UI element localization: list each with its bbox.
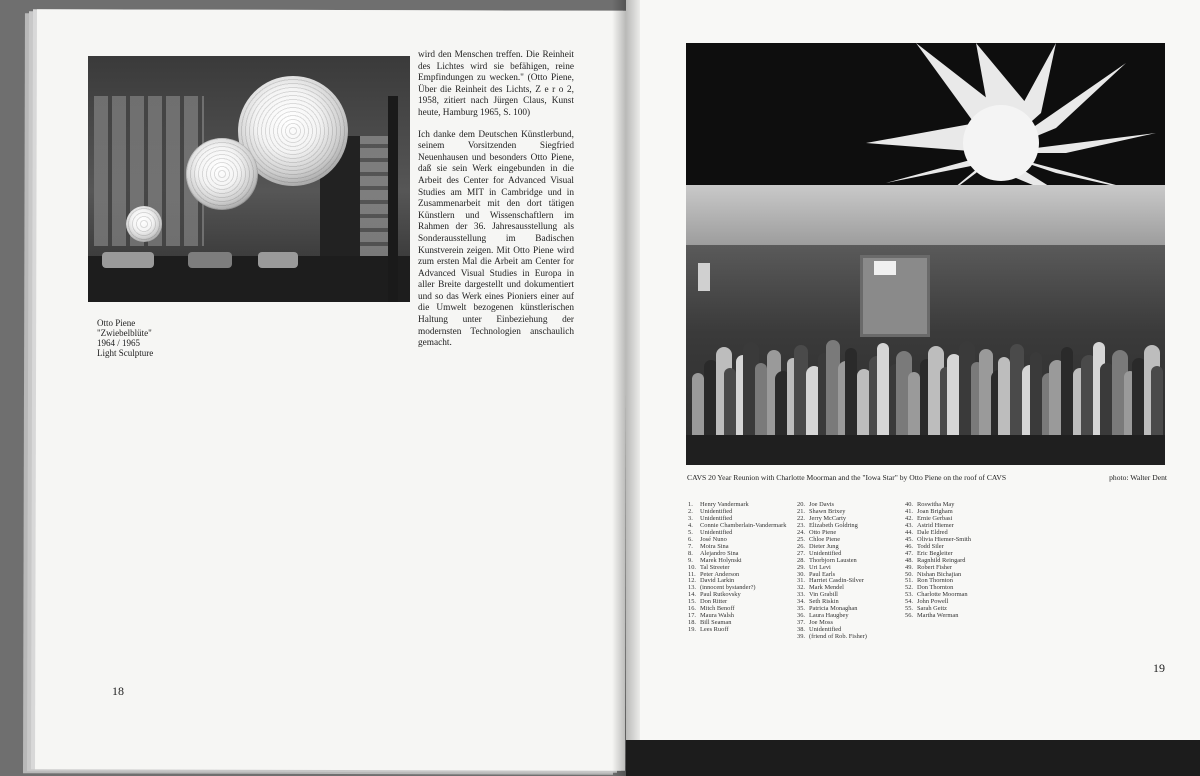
name-list-name: Nishan Bichajian [917, 570, 962, 578]
name-list-number: 56. [905, 612, 913, 620]
crowd-figure [877, 343, 889, 443]
reunion-group-photo [686, 43, 1165, 465]
name-list-number: 45. [905, 535, 913, 543]
name-list-number: 25. [797, 535, 805, 543]
name-list-number: 7. [688, 542, 693, 550]
crowd-figure [1061, 347, 1073, 443]
name-list-name: Unidentified [809, 549, 842, 557]
name-list-number: 37. [797, 619, 805, 627]
name-list-name: Otto Piene [809, 528, 837, 536]
name-list-name: Seth Riskin [809, 598, 839, 606]
name-list-name: Joe Moss [809, 619, 833, 627]
body-paragraph: Ich danke dem Deutschen Künstlerbund, seinem Vorsitzenden Siegfried Neuenhausen und besonders Otto Piene, daß sie sein Werk eingebunden in die Arbeit des Center for Advanced Visual Studies am MIT in Cambridge und in Zusammenarbeit mit den dort tätigen Künstlern und Wissenschaftlern im Rahmen der 36. Jahresausstellung als Sonderausstellung im Badischen Kunstverein zeigen. Mit Otto Piene wird zum ersten Mal die Arbeit am Center for Advanced Visual Studies in Europa in aller Breite dargestellt und dokumentiert und so das Werk eines Pioniers einer auf die Umwelt bezogenen künstlerischen Haltung unter Einbeziehung der modernsten Technologien anschaulich gemacht. [418, 129, 574, 349]
name-list-name: Don Ritter [700, 598, 728, 606]
name-list-number: 53. [905, 591, 913, 599]
name-list-number: 27. [797, 549, 805, 557]
name-list-number: 11. [688, 570, 696, 578]
name-list-number: 2. [688, 507, 693, 515]
crowd-figure [692, 373, 704, 443]
name-list-number: 18. [688, 619, 696, 627]
photo-credit: photo: Walter Dent [1109, 473, 1167, 482]
name-list-number: 5. [688, 528, 693, 536]
name-list-name: David Larkin [700, 577, 735, 585]
iowa-star-sculpture [826, 43, 1165, 203]
name-list-name: Vin Grabill [809, 591, 838, 599]
name-list-name: Eric Begleiter [917, 549, 953, 557]
name-list-number: 19. [688, 626, 696, 634]
crowd-figure [1030, 352, 1042, 443]
name-list-name: Harriet Casdin-Silver [809, 577, 864, 585]
name-list-number: 21. [797, 507, 805, 515]
crowd-figure [1151, 366, 1163, 443]
name-list-name: Unidentified [700, 507, 733, 515]
caption-line: Otto Piene [97, 318, 136, 328]
crowd-figure [998, 357, 1010, 443]
name-list-number: 22. [797, 514, 805, 522]
name-list-name: Olivia Hiemer-Smith [917, 535, 972, 543]
name-list-column-1 [688, 502, 786, 634]
name-list-name: Todd Siler [917, 542, 944, 550]
name-list-name: Bill Seaman [700, 619, 732, 627]
name-list-name: Elizabeth Goldring [809, 521, 858, 529]
name-list-number: 44. [905, 528, 913, 536]
light-sculpture-photo [88, 56, 410, 302]
caption-line: 1964 / 1965 [97, 338, 141, 348]
crowd-figure [724, 368, 736, 443]
name-list-number: 36. [797, 612, 805, 620]
name-list-number: 46. [905, 542, 913, 550]
name-list-number: 16. [688, 605, 696, 613]
name-list-name: Astrid Hiemer [917, 521, 954, 529]
name-list-name: Ron Thornton [917, 577, 953, 585]
name-list-name: Robert Fisher [917, 563, 952, 571]
name-list-number: 9. [688, 556, 693, 564]
name-list-column-3 [905, 502, 971, 620]
name-list-name: Ragnhild Reingard [917, 556, 966, 564]
name-list-item [797, 558, 867, 565]
photo-caption-left [97, 318, 217, 358]
page-number-left: 18 [112, 684, 124, 698]
name-list-number: 28. [797, 556, 805, 564]
page-number-right: 19 [1153, 661, 1165, 675]
name-list-name: Unidentified [809, 626, 842, 634]
name-list-name: Maura Walsh [700, 612, 734, 620]
name-list-number: 34. [797, 598, 805, 606]
name-list-name: Charlotte Moorman [917, 591, 968, 599]
name-list-item [797, 634, 867, 641]
name-list-name: Uri Levi [809, 563, 831, 571]
name-list-name: Chloe Piene [809, 535, 841, 543]
name-list-name: Peter Anderson [700, 570, 740, 578]
name-list-number: 42. [905, 514, 913, 522]
name-list-name: Unidentified [700, 528, 733, 536]
name-list-name: John Powell [917, 598, 949, 606]
name-list-name: Sarah Geitz [917, 605, 947, 613]
name-list-number: 24. [797, 528, 805, 536]
crowd-figure [908, 372, 920, 443]
name-list-number: 41. [905, 507, 913, 515]
name-list-number: 26. [797, 542, 805, 550]
name-list-number: 15. [688, 598, 696, 606]
name-list-name: Mitch Benoff [700, 605, 735, 613]
name-list-item [688, 627, 786, 634]
name-list-name: Connie Chamberlain-Vandermark [700, 521, 787, 529]
name-list-name: Dale Eldred [917, 528, 948, 536]
name-list-number: 4. [688, 521, 693, 529]
name-list-number: 49. [905, 563, 913, 571]
caption-line: Light Sculpture [97, 348, 154, 358]
book-gutter [612, 0, 640, 776]
name-list-number: 30. [797, 570, 805, 578]
name-list-number: 12. [688, 577, 696, 585]
name-list-name: Joan Brigham [917, 507, 953, 515]
name-list-name: Roswitha May [917, 501, 955, 508]
name-list-column-2 [797, 502, 867, 641]
name-list-number: 54. [905, 598, 913, 606]
name-list-number: 32. [797, 584, 805, 592]
name-list-name: Jerry McCarty [809, 514, 847, 522]
name-list-name: Ernie Gerbasi [917, 514, 953, 522]
name-list-number: 29. [797, 563, 805, 571]
name-list-item [905, 613, 971, 620]
name-list-number: 51. [905, 577, 913, 585]
name-list-name: Paul Rutkovsky [700, 591, 741, 599]
name-list-number: 17. [688, 612, 696, 620]
name-list-name: (friend of Rob. Fisher) [809, 633, 867, 641]
name-list-number: 14. [688, 591, 696, 599]
name-list-number: 55. [905, 605, 913, 613]
name-list-number: 33. [797, 591, 805, 599]
body-text-column [418, 50, 574, 360]
scan-edge [626, 740, 1200, 776]
name-list-name: Mark Mendel [809, 584, 844, 592]
name-list-name: Marek Holynski [700, 556, 742, 564]
caption-line: "Zwiebelblüte" [97, 328, 152, 338]
name-list-number: 8. [688, 549, 693, 557]
name-list-number: 47. [905, 549, 913, 557]
name-list-number: 50. [905, 570, 913, 578]
name-list-name: Unidentified [700, 514, 733, 522]
name-list-number: 31. [797, 577, 805, 585]
name-list-name: Moira Sina [700, 542, 729, 550]
name-list-number: 35. [797, 605, 805, 613]
name-list-number: 23. [797, 521, 805, 529]
name-list-name: Tal Streeter [700, 563, 730, 571]
body-paragraph: wird den Menschen treffen. Die Reinheit des Lichtes wird sie befähigen, reine Empfindungen zu wecken." (Otto Piene, Über die Reinheit des Lichts, Z e r o 2, 1958, zitiert nach Jürgen Claus, Kunst heute, Hamburg 1965, S. 100) [418, 50, 574, 118]
name-list-number: 3. [688, 514, 693, 522]
name-list-number: 20. [797, 501, 805, 508]
name-list-number: 13. [688, 584, 696, 592]
name-list-number: 6. [688, 535, 693, 543]
crowd-figure [755, 363, 767, 443]
name-list-name: Lees Ruoff [700, 626, 729, 634]
name-list-number: 48. [905, 556, 913, 564]
name-list-name: Thorbjorn Lausten [809, 556, 857, 564]
name-list-name: Henry Vandermark [700, 501, 749, 508]
name-list-number: 43. [905, 521, 913, 529]
name-list-number: 52. [905, 584, 913, 592]
name-list-name: Alejandro Sina [700, 549, 739, 557]
crowd [686, 325, 1165, 443]
name-list-name: Martha Werman [917, 612, 959, 620]
name-list-number: 1. [688, 501, 693, 508]
name-list-name: Don Thornton [917, 584, 954, 592]
name-list-name: Patricia Monaghan [809, 605, 858, 613]
name-list-name: (innocent bystander?) [700, 584, 756, 592]
caption-text: CAVS 20 Year Reunion with Charlotte Moorman and the "Iowa Star" by Otto Piene on the roof of CAVS [687, 473, 1007, 482]
name-list-number: 10. [688, 563, 696, 571]
name-list-name: Laura Haugbey [809, 612, 849, 620]
name-list-name: Dieter Jung [809, 542, 839, 550]
name-list-number: 38. [797, 626, 805, 634]
name-list-name: Joe Davis [809, 501, 835, 508]
name-list-name: José Nuno [700, 535, 727, 543]
name-list-name: Shawn Brixey [809, 507, 846, 515]
name-list-number: 39. [797, 633, 805, 641]
crowd-figure [845, 348, 857, 443]
name-list-number: 40. [905, 501, 913, 508]
name-list-name: Paul Earls [809, 570, 836, 578]
